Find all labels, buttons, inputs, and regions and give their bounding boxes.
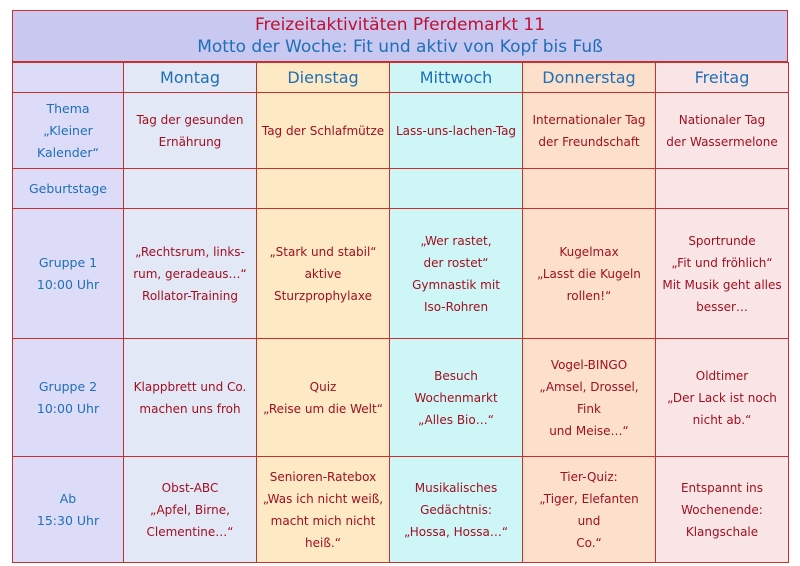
activity-line: Tier-Quiz: — [560, 469, 618, 484]
row-label-line: 15:30 Uhr — [36, 512, 100, 528]
activity-cell — [124, 457, 257, 563]
activity-cell — [656, 169, 789, 209]
row-label-line: Ab — [59, 490, 77, 506]
activity-plan — [12, 10, 788, 562]
activity-cell — [523, 93, 656, 169]
activity-line: rollen!“ — [566, 288, 612, 303]
row-gruppe-2 — [13, 339, 789, 457]
activity-cell — [523, 457, 656, 563]
activity-line: Klappbrett und Co. — [133, 379, 247, 394]
row-label-line: Kalender“ — [37, 144, 99, 160]
activity-line: Musikalisches — [414, 480, 498, 495]
activity-line: der Wassermelone — [666, 134, 778, 149]
activity-cell — [656, 457, 789, 563]
activity-cell — [390, 339, 523, 457]
row-label-line: Gruppe 2 — [38, 378, 98, 394]
schedule-table — [12, 62, 789, 563]
row-label — [13, 93, 124, 169]
activity-line: „Amsel, Drossel, Fink — [539, 379, 639, 416]
activity-line: rum, geradeaus…“ — [133, 266, 247, 281]
activity-cell — [390, 457, 523, 563]
activity-cell — [257, 209, 390, 339]
activity-line: Tag der Schlafmütze — [261, 123, 385, 138]
activity-cell — [257, 169, 390, 209]
activity-line: Sturzprophylaxe — [274, 288, 372, 303]
activity-cell — [124, 339, 257, 457]
activity-line: macht mich nicht — [270, 513, 376, 528]
activity-line: aktive — [304, 266, 342, 281]
row-thema — [13, 93, 789, 169]
activity-line: „Reise um die Welt“ — [263, 401, 383, 416]
activity-line: Internationaler Tag — [532, 112, 646, 127]
activity-line: Sportrunde — [688, 233, 756, 248]
row-label-line: 10:00 Uhr — [36, 276, 100, 292]
row-ab-1530 — [13, 457, 789, 563]
activity-line: heiß.“ — [305, 535, 341, 550]
row-gruppe-1 — [13, 209, 789, 339]
activity-line: „Der Lack ist noch — [667, 390, 777, 405]
activity-line: „Lasst die Kugeln — [537, 266, 641, 281]
activity-line: Oldtimer — [695, 368, 749, 383]
activity-cell — [124, 93, 257, 169]
row-label — [13, 457, 124, 563]
activity-line: „Fit und fröhlich“ — [671, 255, 773, 270]
day-header-freitag: Freitag — [656, 63, 789, 93]
activity-line: „Wer rastet, — [420, 233, 492, 248]
activity-line: Gymnastik mit — [412, 277, 500, 292]
row-label — [13, 339, 124, 457]
activity-cell — [124, 169, 257, 209]
title-band — [12, 10, 788, 62]
day-header-donnerstag: Donnerstag — [523, 63, 656, 93]
activity-line: machen uns froh — [139, 401, 241, 416]
activity-line: „Was ich nicht weiß, — [262, 491, 384, 506]
plan-title: Freizeitaktivitäten Pferdemarkt 11 — [254, 15, 546, 35]
activity-cell — [390, 209, 523, 339]
row-geburtstage — [13, 169, 789, 209]
day-header-dienstag: Dienstag — [257, 63, 390, 93]
activity-cell — [257, 93, 390, 169]
activity-line: Wochenende: — [681, 502, 763, 517]
activity-line: Nationaler Tag — [678, 112, 766, 127]
activity-line: Co.“ — [576, 535, 602, 550]
activity-line: „Stark und stabil“ — [269, 244, 377, 259]
activity-line: Besuch — [434, 368, 478, 383]
activity-cell — [124, 209, 257, 339]
activity-cell — [656, 93, 789, 169]
activity-line: Vogel-BINGO — [550, 357, 628, 372]
activity-line: der rostet“ — [423, 255, 489, 270]
activity-line: Gedächtnis: — [420, 502, 492, 517]
activity-cell — [257, 457, 390, 563]
activity-line: Rollator-Training — [142, 288, 238, 303]
activity-line: Quiz — [309, 379, 337, 394]
plan-motto: Motto der Woche: Fit und aktiv von Kopf bis Fuß — [197, 37, 603, 57]
activity-cell — [523, 209, 656, 339]
activity-cell — [656, 209, 789, 339]
row-label-line: Thema — [46, 100, 90, 116]
row-label-line: 10:00 Uhr — [36, 400, 100, 416]
activity-cell — [523, 339, 656, 457]
activity-line: Mit Musik geht alles — [662, 277, 782, 292]
row-label — [13, 209, 124, 339]
day-header-mittwoch: Mittwoch — [390, 63, 523, 93]
activity-cell — [390, 169, 523, 209]
activity-line: und Meise…“ — [549, 423, 629, 438]
activity-line: nicht ab.“ — [692, 412, 752, 427]
activity-line: der Freundschaft — [538, 134, 640, 149]
activity-line: „Rechtsrum, links- — [135, 244, 245, 259]
row-label-line: Geburtstage — [29, 180, 107, 196]
activity-line: Obst-ABC — [161, 480, 219, 495]
activity-cell — [523, 169, 656, 209]
day-header-row — [13, 63, 789, 93]
activity-line: Clementine…“ — [146, 524, 234, 539]
activity-line: Kugelmax — [559, 244, 619, 259]
activity-line: Klangschale — [685, 524, 759, 539]
activity-line: „Alles Bio…“ — [418, 412, 494, 427]
activity-line: Senioren-Ratebox — [269, 469, 377, 484]
activity-line: Iso-Rohren — [423, 299, 489, 314]
row-label — [13, 169, 124, 209]
activity-line: „Tiger, Elefanten und — [539, 491, 639, 528]
row-label-line: „Kleiner — [43, 122, 93, 138]
activity-line: Tag der gesunden — [136, 112, 244, 127]
activity-line: „Apfel, Birne, — [150, 502, 230, 517]
activity-line: Wochenmarkt — [414, 390, 498, 405]
activity-line: Ernährung — [158, 134, 222, 149]
activity-cell — [390, 93, 523, 169]
row-label-line: Gruppe 1 — [38, 254, 98, 270]
activity-cell — [257, 339, 390, 457]
activity-line: Entspannt ins — [680, 480, 764, 495]
activity-line: Lass-uns-lachen-Tag — [395, 123, 517, 138]
activity-line: „Hossa, Hossa…“ — [403, 524, 509, 539]
day-header-montag: Montag — [124, 63, 257, 93]
corner-cell — [13, 63, 124, 93]
activity-cell — [656, 339, 789, 457]
activity-line: besser… — [696, 299, 748, 314]
